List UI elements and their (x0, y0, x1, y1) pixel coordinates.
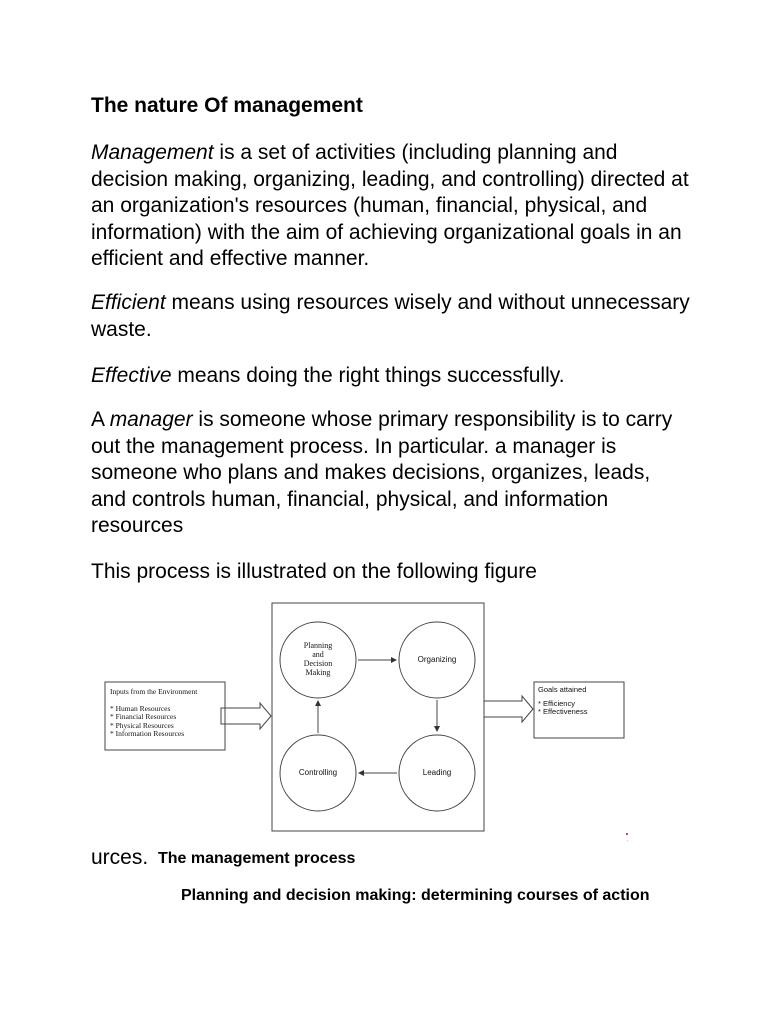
section-subheading: Planning and decision making: determining courses of action (181, 887, 650, 904)
management-process-diagram (100, 600, 640, 835)
input-arrow (221, 703, 271, 729)
term-effective: Effective (91, 364, 172, 387)
planning-line: Decision (303, 659, 333, 668)
planning-line: Making (305, 668, 331, 677)
organizing-label: Organizing (417, 655, 457, 664)
inputs-list (110, 688, 220, 739)
planning-label (293, 641, 343, 677)
term-manager: manager (109, 408, 193, 431)
paragraph-figure-intro: This process is illustrated on the following figure (91, 560, 537, 583)
input-item: * Information Resources (110, 729, 185, 738)
process-frame (272, 603, 484, 831)
term-management: Management (91, 141, 214, 164)
planning-line: Planning (303, 641, 333, 650)
paragraph-text: is a set of activities (including planning and decision making, organizing, leading, and controlling) directed at an organization's resources (human, financial, physical, and information) with the aim of achieving organizational goals in an efficient and effective manner. (91, 141, 689, 270)
goals-list (538, 686, 624, 717)
paragraph-lead: A (91, 408, 110, 431)
controlling-label: Controlling (298, 768, 338, 777)
planning-line: and (312, 650, 324, 659)
inputs-title: Inputs from the Environment (110, 687, 198, 696)
goals-title: Goals attained (538, 685, 587, 694)
goal-item: * Efficiency (538, 698, 575, 708)
paragraph-text: is someone whose primary responsibility is to carry out the management process. In particular. a manager is someone who plans and makes decisions, organizes, leads, and controls human, financial, physical, and information resources (91, 408, 673, 537)
term-efficient: Efficient (91, 291, 166, 314)
stray-mark (627, 840, 628, 841)
figure-caption: The management process (158, 850, 356, 867)
input-item: * Human Resources (110, 703, 171, 713)
paragraph-text: means doing the right things successfully. (171, 364, 565, 387)
paragraph-text: means using resources wisely and without unnecessary waste. (91, 291, 690, 341)
paragraph-manager-definition (91, 407, 691, 540)
caption-prefix: urces. (91, 846, 149, 869)
input-item: * Financial Resources (110, 712, 177, 721)
output-arrow (484, 696, 533, 722)
paragraph-management-definition (91, 140, 691, 273)
input-item: * Physical Resources (110, 720, 174, 730)
paragraph-effective-definition (91, 363, 691, 390)
stray-mark (626, 833, 628, 835)
page-title: The nature Of management (91, 94, 363, 117)
leading-label: Leading (422, 768, 452, 777)
goal-item: * Effectiveness (538, 707, 588, 716)
paragraph-efficient-definition (91, 290, 691, 343)
